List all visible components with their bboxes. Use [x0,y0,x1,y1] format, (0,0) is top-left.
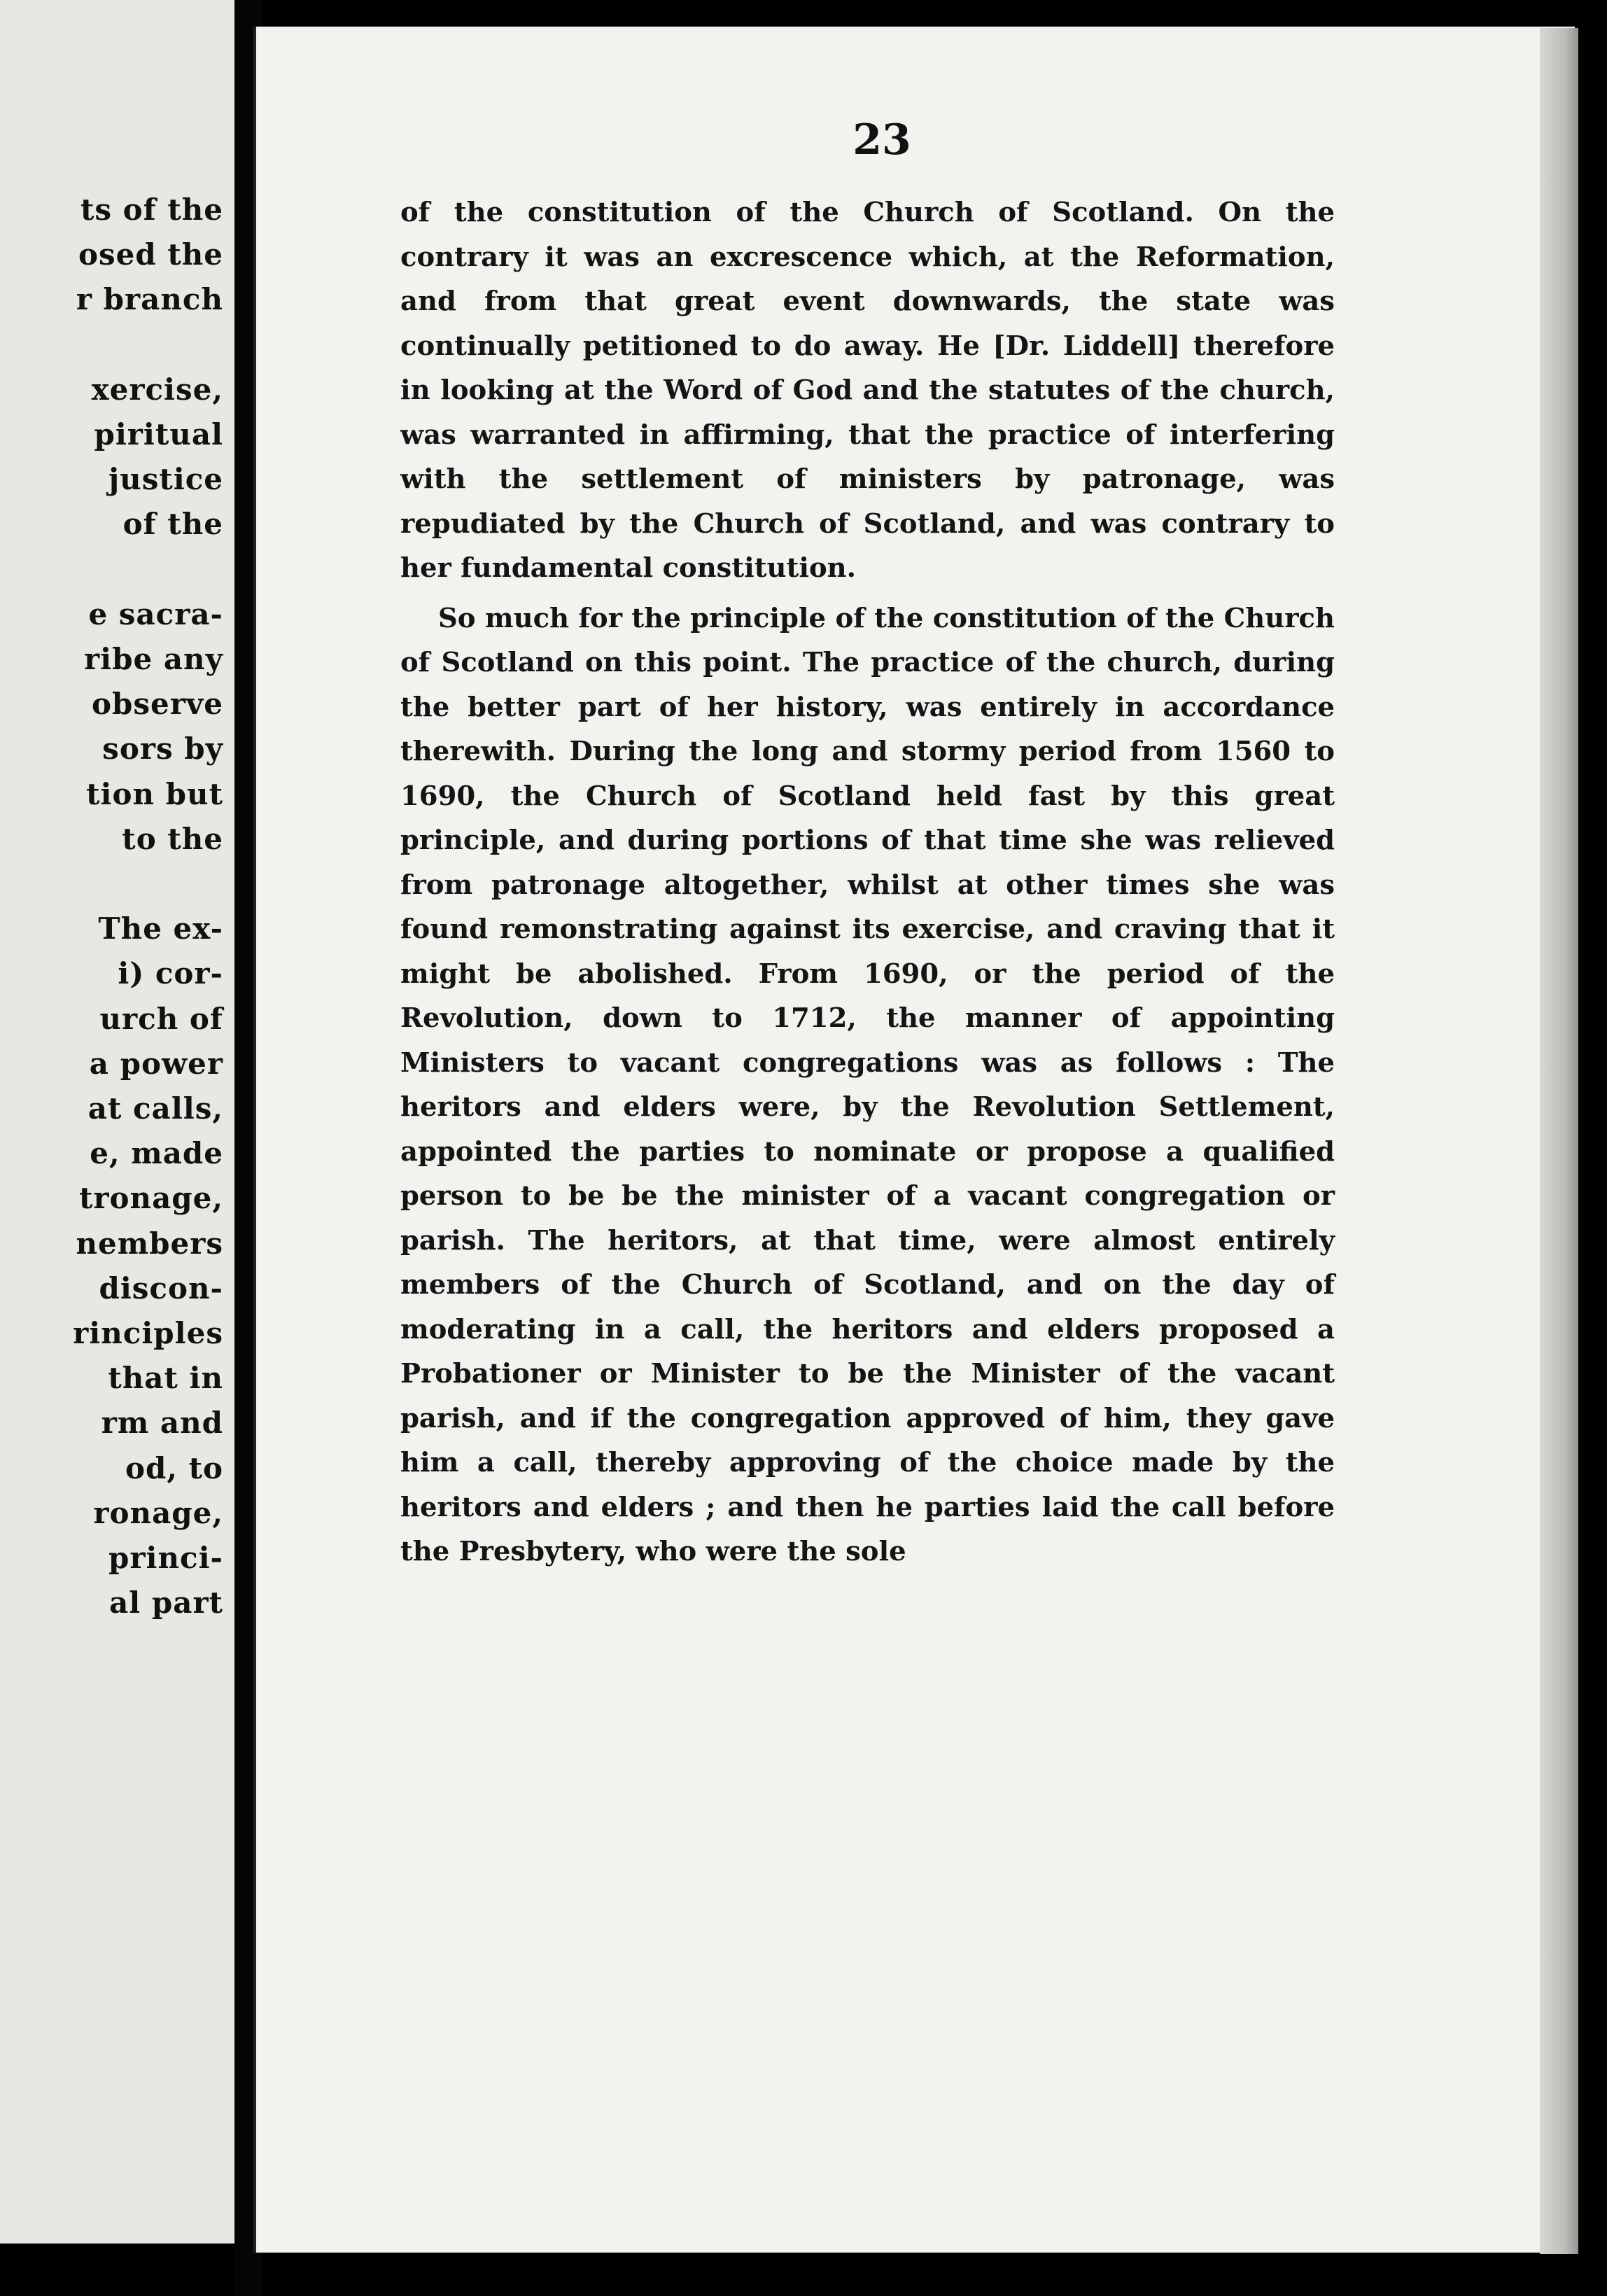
facing-page-line: e sacra- [88,596,223,631]
facing-page-line: urch of [99,1001,223,1036]
body-text [400,190,1335,1574]
facing-page-line: The ex- [98,911,223,946]
paragraph-2: So much for the principle of the constitution of the Church of Scotland on this point. The practice of the church, during the better part of her history, was entirely in accordance therewith. During the long and stormy period from 1560 to 1690, the Church of Scotland held fast by this great principle, and during portions of that time she was relieved from patronage altogether, whilst at other times she was found remonstrating against its exercise, and craving that it might be abolished. From 1690, or the period of the Revolution, down to 1712, the manner of appointing Ministers to vacant congregations was as follows : The heritors and elders were, by the Revolution Settlement, appointed the parties to nominate or propose a qualified person to be be the minister of a vacant congregation or parish. The heritors, at that time, were almost entirely members of the Church of Scotland, and on the day of moderating in a call, the heritors and elders proposed a Probationer or Minister to be the Minister of the vacant parish, and if the congregation approved of him, they gave him a call, thereby approving of the choice made by the heritors and elders ; and then he parties laid the call before the Presbytery, who were the sole [400,602,1335,1567]
paragraph-1: of the constitution of the Church of Scotland. On the contrary it was an excrescence which, at the Reformation, and from that great event downwards, the state was continually petitioned to do away. He [Dr. Liddell] therefore in looking at the Word of God and the statutes of the church, was warranted in affirming, that the practice of interfering with the settlement of ministers by patronage, was repudiated by the Church of Scotland, and was contrary to her fundamental constitution. [400,197,1335,584]
facing-page-line: princi- [108,1541,223,1575]
page-edge-shadow [1540,28,1582,2254]
facing-page-line: r branch [76,282,223,317]
facing-page-line: that in [108,1361,223,1396]
facing-page-line: tronage, [78,1181,223,1216]
facing-page-line: ronage, [93,1495,223,1530]
facing-page-line: rm and [101,1406,223,1441]
facing-page-line: nembers [76,1226,223,1261]
facing-page-line: osed the [78,237,223,272]
facing-page-line: sors by [102,732,223,766]
facing-page-line: i) cor- [118,956,223,991]
facing-page-line: e, made [90,1136,223,1171]
facing-page-line: justice [108,462,223,497]
facing-page-line: xercise, [91,372,223,407]
facing-page-line: al part [109,1586,223,1620]
facing-page-line: rinciples [73,1316,223,1350]
facing-page-line: tion but [86,776,223,811]
facing-page-line: ts of the [80,192,223,227]
facing-page-fragment [0,0,234,2244]
page-number: 23 [852,115,911,164]
facing-page-line: od, to [125,1450,223,1485]
scan-border [1578,0,1607,2296]
facing-page-line: at calls, [87,1091,223,1126]
facing-page-line: a power [89,1046,223,1081]
facing-page-line: to the [122,821,223,856]
facing-page-line: of the [122,507,223,542]
facing-page-line: ribe any [84,642,223,676]
facing-page-line: piritual [94,417,223,451]
facing-page-line: discon- [99,1270,223,1306]
facing-page-line: observe [91,687,223,722]
